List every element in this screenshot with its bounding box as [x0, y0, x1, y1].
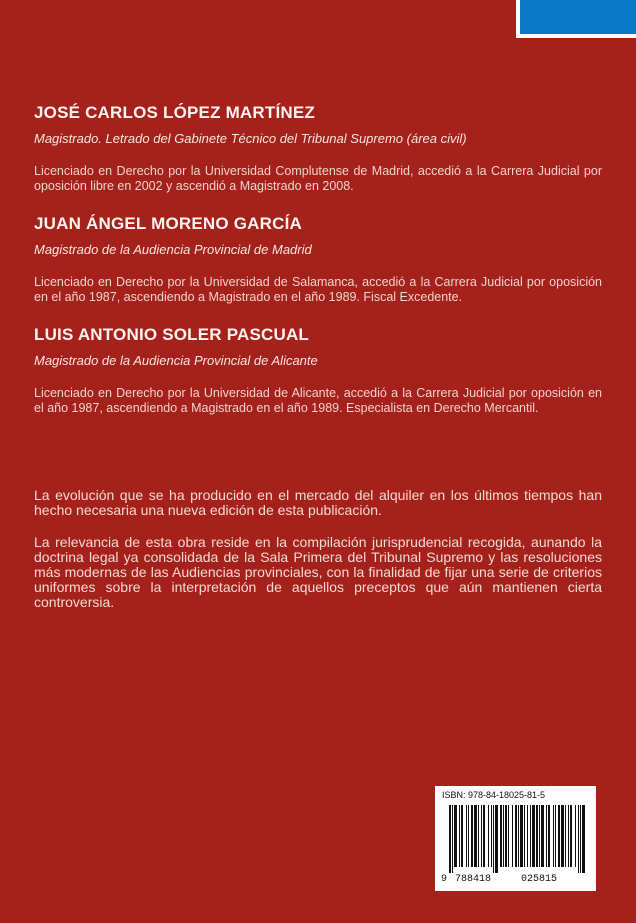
barcode-digits-right: 025815 — [521, 874, 558, 885]
barcode-digits — [441, 874, 590, 886]
author-block — [34, 214, 602, 305]
author-bio: Licenciado en Derecho por la Universidad de Alicante, accedió a la Carrera Judicial por oposición en el año 1987, ascendiendo a Magistrado en el año 1989. Especialista en Derecho Mercantil. — [34, 386, 602, 415]
author-block — [34, 103, 602, 194]
isbn-label: ISBN: 978-84-18025-81-5 — [442, 790, 546, 800]
author-role: Magistrado de la Audiencia Provincial de Madrid — [34, 242, 312, 257]
synopsis-paragraph: La evolución que se ha producido en el mercado del alquiler en los últimos tiempos han hecho necesaria una nueva edición de esta publicación. — [34, 487, 602, 518]
author-bio: Licenciado en Derecho por la Universidad de Salamanca, accedió a la Carrera Judicial por oposición en el año 1987, ascendiendo a Magistrado en el año 1989. Fiscal Excedente. — [34, 275, 602, 304]
authors-section — [34, 103, 602, 436]
author-block — [34, 325, 602, 416]
barcode-digits-left: 788418 — [455, 874, 492, 885]
synopsis-section — [34, 488, 602, 627]
barcode-icon — [441, 805, 590, 873]
author-role: Magistrado. Letrado del Gabinete Técnico del Tribunal Supremo (área civil) — [34, 131, 467, 146]
corner-accent-tab — [516, 0, 636, 38]
isbn-barcode-box — [435, 786, 596, 891]
synopsis-paragraph: La relevancia de esta obra reside en la compilación jurisprudencial recogida, aunando la doctrina legal ya consolidada de la Sala Primera del Tribunal Supremo y las resoluciones más modernas de las Audiencias provinciales, con la finalidad de fijar una serie de criterios uniformes sobre la interpretación de aquellos preceptos que aún mantienen cierta controversia. — [34, 534, 602, 610]
barcode-digit-first: 9 — [441, 874, 448, 885]
author-role: Magistrado de la Audiencia Provincial de Alicante — [34, 353, 318, 368]
author-name: LUIS ANTONIO SOLER PASCUAL — [34, 325, 310, 344]
author-name: JUAN ÁNGEL MORENO GARCÍA — [34, 214, 303, 233]
author-bio: Licenciado en Derecho por la Universidad Complutense de Madrid, accedió a la Carrera Judicial por oposición libre en 2002 y ascendió a Magistrado en 2008. — [34, 164, 602, 193]
author-name: JOSÉ CARLOS LÓPEZ MARTÍNEZ — [34, 103, 315, 122]
